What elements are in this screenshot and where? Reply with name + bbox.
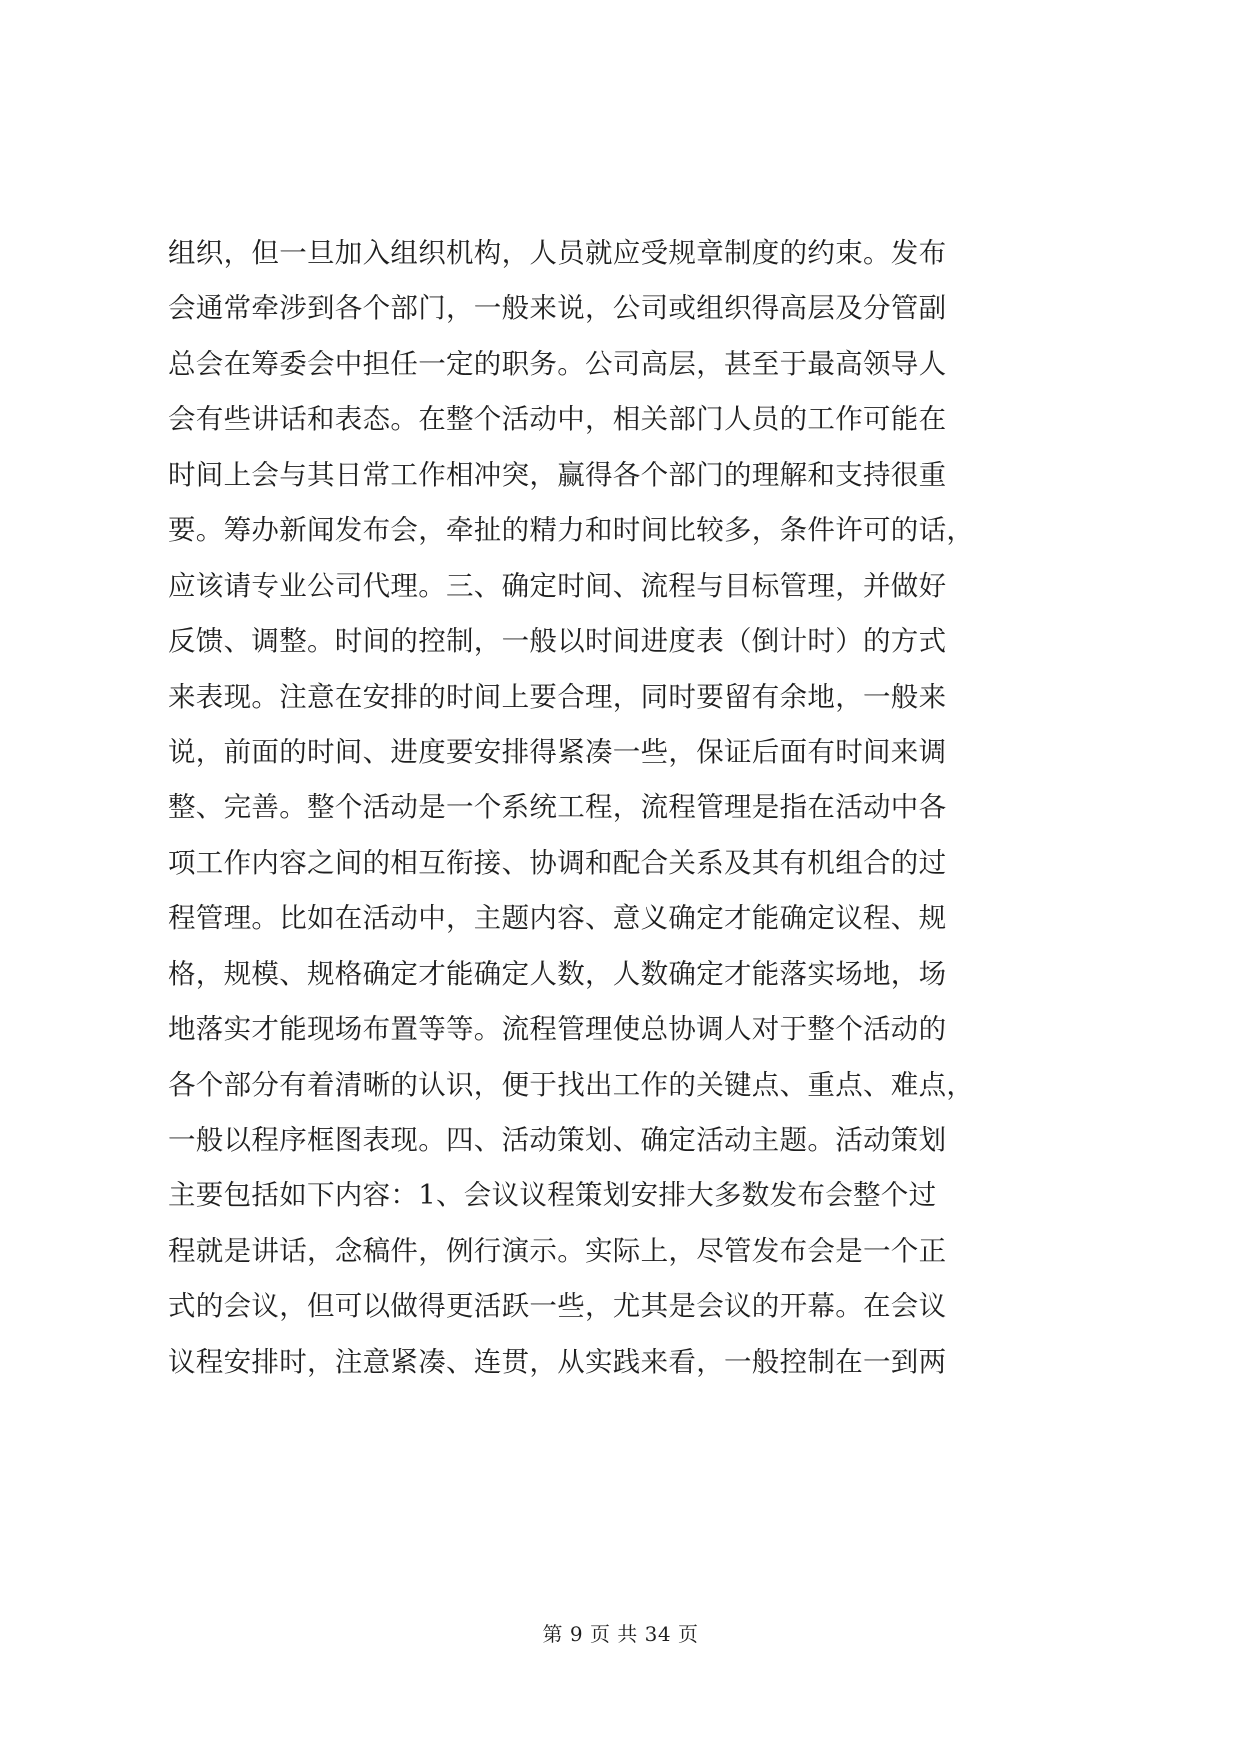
text-line: 各个部分有着清晰的认识，便于找出工作的关键点、重点、难点， bbox=[168, 1068, 975, 1101]
text-line: 会有些讲话和表态。在整个活动中，相关部门人员的工作可能在 bbox=[168, 403, 947, 436]
text-line: 式的会议，但可以做得更活跃一些，尤其是会议的开幕。在会议 bbox=[168, 1290, 947, 1323]
text-line: 程就是讲话，念稿件，例行演示。实际上，尽管发布会是一个正 bbox=[168, 1234, 947, 1267]
text-line: 要。筹办新闻发布会，牵扯的精力和时间比较多，条件许可的话， bbox=[168, 514, 975, 547]
text-line: 主要包括如下内容：1、会议议程策划安排大多数发布会整个过 bbox=[168, 1179, 937, 1212]
text-line: 来表现。注意在安排的时间上要合理，同时要留有余地，一般来 bbox=[168, 680, 947, 713]
text-line: 整、完善。整个活动是一个系统工程，流程管理是指在活动中各 bbox=[168, 791, 947, 824]
text-line: 程管理。比如在活动中，主题内容、意义确定才能确定议程、规 bbox=[168, 902, 947, 935]
text-line: 会通常牵涉到各个部门，一般来说，公司或组织得高层及分管副 bbox=[168, 292, 947, 325]
text-line: 地落实才能现场布置等等。流程管理使总协调人对于整个活动的 bbox=[168, 1013, 947, 1046]
text-line: 应该请专业公司代理。三、确定时间、流程与目标管理，并做好 bbox=[168, 569, 947, 602]
text-line: 一般以程序框图表现。四、活动策划、确定活动主题。活动策划 bbox=[168, 1124, 947, 1156]
page-footer: 第 9 页 共 34 页 bbox=[542, 1622, 699, 1646]
text-line: 议程安排时，注意紧凑、连贯，从实践来看，一般控制在一到两 bbox=[168, 1345, 947, 1378]
body-text bbox=[168, 226, 1088, 1390]
text-line: 格，规模、规格确定才能确定人数，人数确定才能落实场地，场 bbox=[168, 957, 947, 990]
text-line: 总会在筹委会中担任一定的职务。公司高层，甚至于最高领导人 bbox=[168, 347, 947, 380]
text-line: 项工作内容之间的相互衔接、协调和配合关系及其有机组合的过 bbox=[168, 846, 947, 879]
text-line: 反馈、调整。时间的控制，一般以时间进度表（倒计时）的方式 bbox=[168, 625, 947, 658]
text-line: 时间上会与其日常工作相冲突，赢得各个部门的理解和支持很重 bbox=[168, 458, 947, 491]
text-line: 说，前面的时间、进度要安排得紧凑一些，保证后面有时间来调 bbox=[168, 735, 947, 768]
text-line: 组织，但一旦加入组织机构，人员就应受规章制度的约束。发布 bbox=[168, 237, 947, 269]
